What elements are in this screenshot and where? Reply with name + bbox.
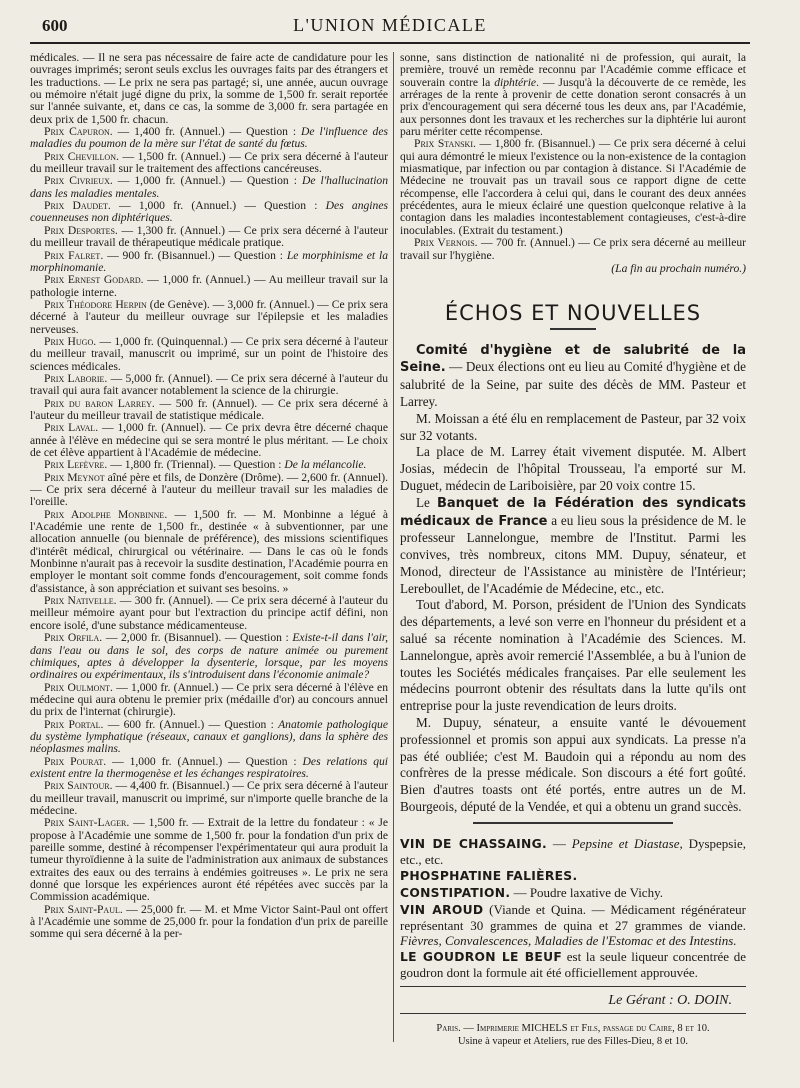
page-header [30, 10, 750, 44]
ad-chassaing: VIN DE CHASSAING. — Pepsine et Diastase, Dyspepsie, etc., etc. [400, 835, 746, 867]
prize-saint-lager: Prix Saint-Lager. — 1,500 fr. — Extrait de la lettre du fondateur : « Je propose à l'Académie une somme de 1,500 fr. pour la fondation d'un prix de pareille somme, destiné à récompenser l'expérimentateur qui aura produit la tumeur thyroïdienne à la suite de l'administration aux animaux de substances extraites des eaux ou des terrains à endémies goitreuses ». Le prix ne sera donné que lorsque les expériences auront été répétées avec succès par la Commission académique. [30, 816, 388, 904]
advertisements [400, 836, 746, 980]
prize-lefevre: Prix Lefèvre. — 1,800 fr. (Triennal). — Question : De la mélancolie. [44, 458, 367, 472]
paragraph: sonne, sans distinction de nationalité ni de profession, qui aurait, la première, trouvé un remède reconnu par l'Académie comme efficace et souverain contre la diphtérie. — Jusqu'à la découverte de ce remède, les arrérages de la rente à provenir de cette donation seront consacrés à un prix d'encouragement qui sera décerné tous les deux ans, par l'Académie, aux personnes dont les travaux et les recherches sur la diphtérie lui auront paru mériter cette récompense. [400, 51, 746, 139]
ad-constipation: CONSTIPATION. — Poudre laxative de Vichy. [400, 884, 663, 900]
prize-chevillon: Prix Chevillon. — 1,500 fr. (Annuel.) — Ce prix sera décerné à l'auteur du meilleur travail sur le traitement des affections cancéreuses. [30, 149, 388, 176]
prize-stanski: Prix Stanski. — 1,800 fr. (Bisannuel.) — Ce prix sera décerné à celui qui aura démontré le mieux l'existence ou la non-existence de la contagion miasmatique, par infection ou par contagion à distance. Si l'Académie de Médecine ne trouvait pas un travail sous ce rapport digne de cette récompense, elle l'accordera à celui qui, dans le courant des deux années précédentes, aura le mieux éclairé une question quelconque relative à la contagion dans les maladies incontestablement contagieuses, c'est-à-dire inoculables. (Extrait du testament.) [400, 137, 747, 237]
news-item: M. Moissan a été élu en remplacement de Pasteur, par 32 voix sur 32 votants. [400, 410, 746, 443]
ad-aroud: VIN AROUD (Viande et Quina. — Médicament régénérateur représentant 30 grammes de quina et 27 grammes de viande. Fièvres, Convalescences, Maladies de l'Estomac et des Intestins. [400, 901, 746, 948]
ad-goudron: LE GOUDRON LE BEUF est la seule liqueur concentrée de goudron dont la formule ait été officiellement approuvée. [400, 948, 746, 980]
right-column [400, 52, 746, 1048]
page-number: 600 [42, 16, 68, 35]
ad-phosphatine: PHOSPHATINE FALIÈRES. [400, 868, 578, 883]
prize-desportes: Prix Desportes. — 1,300 fr. (Annuel.) — Ce prix sera décerné à l'auteur du meilleur travail de thérapeutique médicale pratique. [30, 223, 388, 250]
prize-monbinne: Prix Adolphe Monbinne. — 1,500 fr. — M. Monbinne a légué à l'Académie une rente de 1,500 fr., destinée « à subventionner, par une allocation annuelle (ou biennale de préférence), des missions scientifiques d'intérêt médical, chirurgical ou vétérinaire. — Dans le cas où le fonds Monbinne n'aurait pas à recevoir la susdite destination, l'Académie pourra en employer le montant soit comme fonds d'encouragement, soit comme fonds d'assistance, à son appréciation et suivant ses besoins. » [30, 507, 388, 595]
prize-hugo: Prix Hugo. — 1,000 fr. (Quinquennal.) — Ce prix sera décerné à l'auteur du meilleur travail, manuscrit ou imprimé, sur un point de l'histoire des sciences médicales. [30, 334, 388, 373]
running-title: L'UNION MÉDICALE [293, 15, 487, 35]
prize-portal: Prix Portal. — 600 fr. (Annuel.) — Question : Anatomie pathologique du système lymphatique (réseaux, canaux et ganglions), dans la sphère des néoplasmes malins. [30, 717, 388, 756]
news-item: Le Banquet de la Fédération des syndicats médicaux de France a eu lieu sous la présidence de M. le professeur Lannelongue, membre de l'Institut. Parmi les convives, très nombreux, citons MM. Dupuy, sénateur, et Monod, directeur de l'Assistance au ministère de l'Intérieur; Lereboullet, de l'Académie de Médecine, etc., etc. [400, 494, 746, 596]
imprint-line-1: Paris. — Imprimerie MICHELS et Fils, passage du Caire, 8 et 10. [436, 1023, 710, 1035]
gerant-line: Le Gérant : O. DOIN. [608, 992, 732, 1008]
footer-rule-2 [400, 1013, 746, 1014]
continued-note: (La fin au prochain numéro.) [611, 261, 746, 275]
prize-vernois: Prix Vernois. — 700 fr. (Annuel.) — Ce prix sera décerné au meilleur travail sur l'hygiène. [400, 236, 746, 262]
paragraph: médicales. — Il ne sera pas nécessaire de faire acte de candidature pour les ouvrages imprimés; seront seuls exclus les ouvrages faits par des étrangers et les traductions. — Le prix ne sera pas partagé; si, une année, aucun ouvrage ou mémoire n'était jugé digne du prix, la somme de 1,500 fr. serait reportée sur l'année suivante, et, dans ce cas, la somme de 3,000 fr. sera partagée en deux prix de 1,500 fr. chacun. [30, 51, 388, 126]
prize-saint-paul: Prix Saint-Paul. — 25,000 fr. — M. et Mme Victor Saint-Paul ont offert à l'Académie une somme de 25,000 fr. pour la fondation d'un prix de pareille somme qui sera décerné à la per- [30, 902, 388, 941]
news-item: M. Dupuy, sénateur, a ensuite vanté le dévouement professionnel et promis son appui aux syndicats. La presse n'a pas été oubliée; c'est M. Baudoin qui a répondu au nom des confrères de la presse médicale. Son discours a été fort goûté. Bien d'autres toasts ont été portés, entre autres un de M. Bourgeois, député de la Vendée, et qui a obtenu un grand succès. [400, 715, 746, 815]
prize-meynot: Prix Meynot aîné père et fils, de Donzère (Drôme). — 2,600 fr. (Annuel). — Ce prix sera décerné à l'auteur du meilleur travail sur les maladies de l'oreille. [30, 470, 388, 509]
news-item: Tout d'abord, M. Porson, président de l'Union des Syndicats des départements, a levé son verre en l'honneur du président et a salué sa récente nomination à l'Académie des Sciences. M. Lannelongue, après avoir remercié l'Assemblée, a bu à l'union de toutes les Sociétés médicales françaises. Par elle seulement les médecins pourront obtenir des résultats dans la lutte qu'ils ont entreprise pour la juste revendication de leurs droits. [400, 597, 746, 714]
left-column [30, 52, 388, 941]
footer-rule [400, 986, 746, 987]
prize-larrey: Prix du baron Larrey. — 500 fr. (Annuel). — Ce prix sera décerné à l'auteur du meilleur travail de statistique médicale. [30, 396, 388, 422]
section-title: ÉCHOS ET NOUVELLES [444, 301, 702, 326]
prize-daudet: Prix Daudet. — 1,000 fr. (Annuel.) — Question : Des angines couenneuses non diphtériques. [30, 199, 388, 225]
prize-pourat: Prix Pourat. — 1,000 fr. (Annuel.) — Question : Des relations qui existent entre la thermogenèse et les échanges respiratoires. [30, 754, 389, 780]
prize-herpin: Prix Théodore Herpin (de Genève). — 3,000 fr. (Annuel.) — Ce prix sera décerné à l'auteur du meilleur ouvrage sur l'épilepsie et les maladies nerveuses. [30, 297, 388, 336]
prize-oulmont: Prix Oulmont. — 1,000 fr. (Annuel.) — Ce prix sera décerné à l'élève en médecine qui aura obtenu le premier prix (médaille d'or) au concours annuel du prix de l'internat (chirurgie). [30, 680, 388, 719]
imprint-line-2: Usine à vapeur et Ateliers, rue des Filles-Dieu, 8 et 10. [457, 1036, 689, 1048]
prize-saintour: Prix Saintour. — 4,400 fr. (Bisannuel.) — Ce prix sera décerné à l'auteur du meilleur travail, manuscrit ou imprimé, sur n'importe quelle branche de la médecine. [30, 779, 388, 817]
column-divider [393, 52, 394, 1042]
ads-rule [473, 822, 673, 824]
prize-godard: Prix Ernest Godard. — 1,000 fr. (Annuel.) — Au meilleur travail sur la pathologie interne. [30, 273, 388, 299]
prize-capuron: Prix Capuron. — 1,400 fr. (Annuel.) — Question : De l'influence des maladies du poumon de la mère sur l'état de santé du fœtus. [30, 125, 388, 151]
imprint [400, 1022, 746, 1048]
prize-laborie: Prix Laborie. — 5,000 fr. (Annuel). — Ce prix sera décerné à l'auteur du travail qui aura fait avancer notablement la science de la chirurgie. [30, 371, 388, 398]
echos-section [400, 342, 746, 816]
prize-falret: Prix Falret. — 900 fr. (Bisannuel.) — Question : Le morphinisme et la morphinomanie. [30, 248, 388, 274]
prize-civrieux: Prix Civrieux. — 1,000 fr. (Annuel.) — Question : De l'hallucination dans les maladies mentales. [30, 174, 389, 200]
prize-laval: Prix Laval. — 1,000 fr. (Annuel). — Ce prix devra être décerné chaque année à l'élève en médecine qui se sera montré le plus méritant. — Le choix de cet élève appartient à l'Académie de médecine. [30, 421, 388, 459]
prize-orfila: Prix Orfila. — 2,000 fr. (Bisannuel). — Question : Existe-t-il dans l'air, dans l'eau ou dans le sol, des corps de nature animée ou purement chimiques, aptes à développer la dysenterie, lorsque, par les moyens ordinaires ou expérimentaux, ils s'introduisent dans l'économie animale? [30, 631, 388, 682]
news-item: Comité d'hygiène et de salubrité de la Seine. — Deux élections ont eu lieu au Comité d'hygiène et de salubrité de la Seine, par suite des décès de MM. Pasteur et Larrey. [400, 342, 746, 409]
title-rule [550, 328, 596, 330]
prize-nativelle: Prix Nativelle. — 300 fr. (Annuel). — Ce prix sera décerné à l'auteur du meilleur mémoire ayant pour but l'extraction du principe actif défini, non encore isolé, d'une substance médicamenteuse. [30, 594, 388, 632]
news-item: La place de M. Larrey était vivement disputée. M. Albert Josias, médecin de l'hôpital Trousseau, l'a emporté sur M. Duguet, médecin de Lariboisière, par 20 voix contre 15. [400, 444, 746, 493]
